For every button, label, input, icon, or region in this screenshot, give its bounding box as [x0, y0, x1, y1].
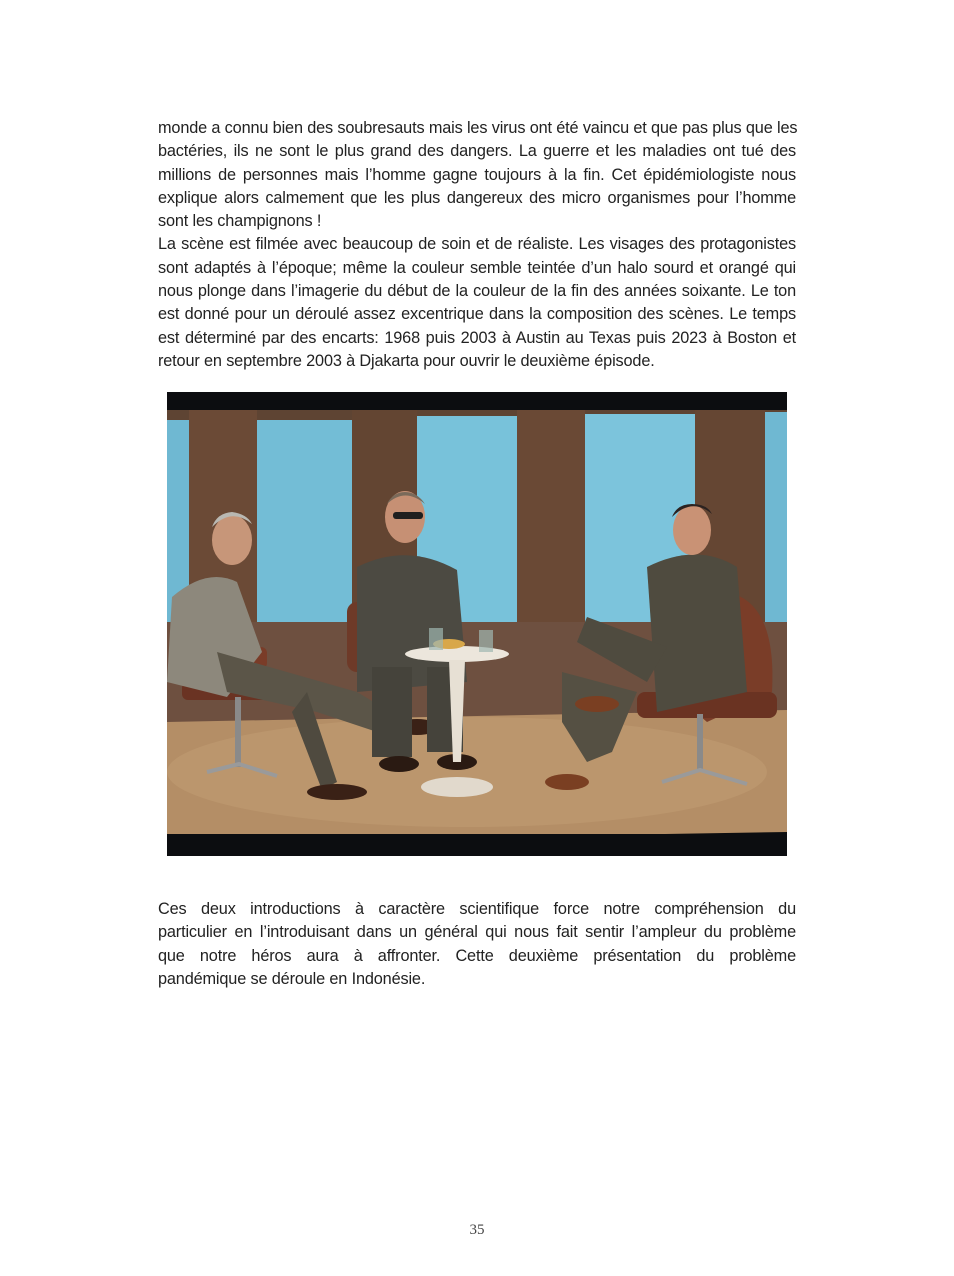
text-line: est déterminé par des encarts: 1968 puis 2003 à Austin au Texas puis 2023 à Boston et: [158, 328, 796, 347]
photo-illustration: [167, 392, 787, 856]
text-line: que notre héros aura à affronter. Cette deuxième présentation du problème: [158, 946, 796, 965]
tv-studio-scene-photo: [167, 392, 787, 856]
text-line: La scène est filmée avec beaucoup de soin et de réaliste. Les visages des protagonistes: [158, 235, 796, 254]
body-paragraph-bottom: [158, 898, 796, 991]
body-paragraph-top: [158, 117, 796, 373]
text-line: particulier en l’introduisant dans un général qui nous fait sentir l’ampleur du problème: [158, 923, 796, 942]
text-line: est donné pour un déroulé assez excentrique dans la composition des scènes. Le temps: [158, 305, 796, 324]
text-line: Ces deux introductions à caractère scientifique force notre compréhension du: [158, 900, 796, 918]
text-line: monde a connu bien des soubresauts mais les virus ont été vaincu et que pas plus que les: [158, 119, 798, 137]
text-line: pandémique se déroule en Indonésie.: [158, 969, 426, 988]
text-line: sont adaptés à l’époque; même la couleur semble teintée d’un halo sourd et orangé qui: [158, 258, 796, 277]
text-line: sont les champignons !: [158, 212, 322, 231]
text-line: explique alors calmement que les plus dangereux des micro organismes pour l’homme: [158, 188, 796, 207]
text-line: retour en septembre 2003 à Djakarta pour ouvrir le deuxième épisode.: [158, 351, 655, 370]
text-line: bactéries, ils ne sont le plus grand des dangers. La guerre et les maladies ont tué des: [158, 142, 796, 161]
page-number: 35: [469, 1222, 485, 1238]
text-line: nous plonge dans l’imagerie du début de la couleur de la fin des années soixante. Le ton: [158, 282, 796, 301]
text-line: millions de personnes mais l’homme gagne toujours à la fin. Cet épidémiologiste nous: [158, 165, 796, 184]
